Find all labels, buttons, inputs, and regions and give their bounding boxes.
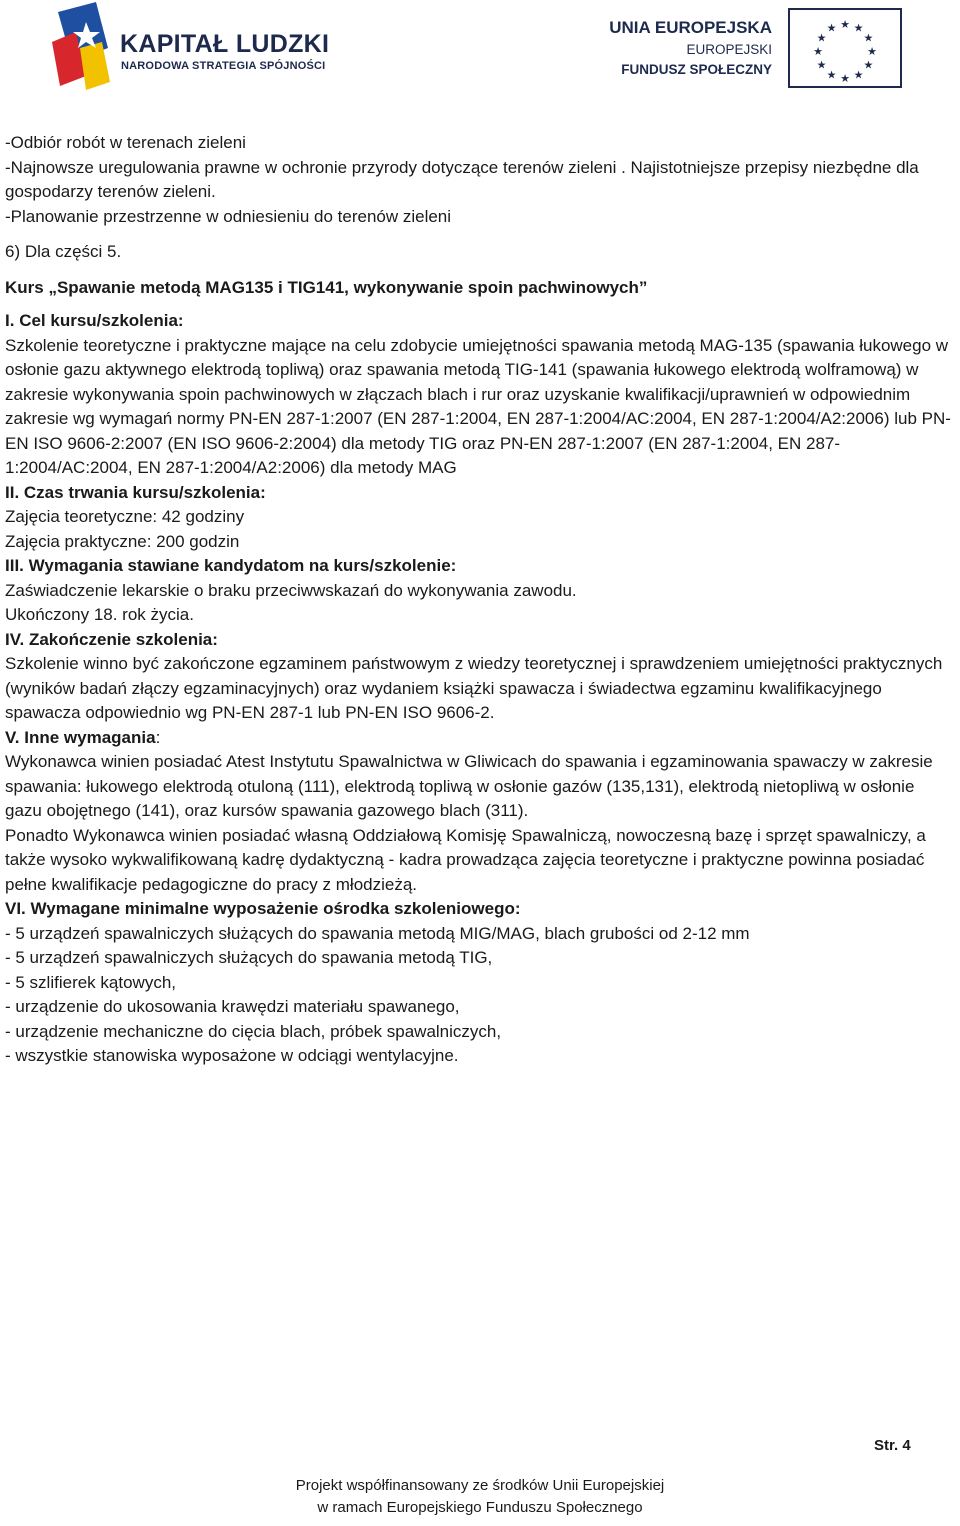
svg-text:★: ★: [863, 31, 874, 45]
section-heading: [5, 897, 955, 922]
document-body: [5, 131, 955, 1069]
eu-logo-line1: UNIA EUROPEJSKA: [609, 18, 772, 37]
section-title: Wymagane minimalne wyposażenie ośrodka szkoleniowego:: [30, 899, 521, 918]
kapital-ludzki-emblem-icon: [50, 2, 114, 92]
svg-text:★: ★: [813, 45, 823, 58]
list-item: - 5 urządzeń spawalniczych służących do spawania metodą MIG/MAG, blach grubości od 2-12 mm: [5, 923, 750, 943]
section-text: Szkolenie teoretyczne i praktyczne mające na celu zdobycie umiejętności spawania metodą MAG-135 (spawania łukowego w osłonie gazu aktywnego elektrodą topliwą) oraz spawania metodą TIG-141 (spawania łukowego elektrodą wolframową) w zakresie wykonywania spoin pachwinowych w złączach blach i rur oraz uzyskanie kwalifikacji/uprawnień w odpowiednim zakresie wg wymagań normy PN-EN 287-1:2007 (EN 287-1:2004, EN 287-1:2004/AC:2004, EN 287-1:2004/A2:2006) lub PN-EN ISO 9606-2:2007 (EN ISO 9606-2:2004) dla metody TIG oraz PN-EN 287-1:2007 (EN 287-1:2004, EN 287-1:2004/AC:2004, EN 287-1:2004/A2:2006) dla metody MAG: [5, 335, 951, 477]
eu-logo-line3: FUNDUSZ SPOŁECZNY: [621, 62, 772, 77]
svg-text:★: ★: [867, 45, 877, 58]
eu-flag-icon: [788, 8, 902, 88]
list-item: - urządzenie do ukosowania krawędzi materiału spawanego,: [5, 997, 460, 1016]
list-item: - 5 urządzeń spawalniczych służących do spawania metodą TIG,: [5, 948, 493, 967]
section-number: IV.: [5, 629, 25, 649]
section-text: Szkolenie winno być zakończone egzaminem państwowym z wiedzy teoretycznej i sprawdzeniem umiejętności praktycznych (wyników badań złączy egzaminacyjnych) oraz wydaniem książki spawacza i świadectwa egzaminu kwalifikacyjnego spawacza odpowiednio wg PN-EN 287-1 lub PN-EN ISO 9606-2.: [5, 654, 943, 722]
text-line: -Odbiór robót w terenach zieleni: [5, 133, 246, 152]
page-header: [0, 0, 960, 100]
svg-text:★: ★: [826, 21, 837, 35]
list-item: - 5 szlifierek kątowych,: [5, 972, 176, 992]
section-number: VI.: [5, 899, 26, 918]
section-title: Inne wymagania: [24, 727, 156, 747]
list-item: - wszystkie stanowiska wyposażone w odciągi wentylacyjne.: [5, 1046, 459, 1065]
part-heading: 6) Dla części 5.: [5, 242, 122, 261]
section-number: I.: [5, 311, 15, 330]
section-text: Zajęcia teoretyczne: 42 godziny: [5, 507, 245, 526]
kapital-ludzki-title: KAPITAŁ LUDZKI: [120, 30, 330, 58]
page-footer: [0, 1475, 960, 1519]
eu-logo: [609, 8, 902, 90]
section-heading: [5, 481, 955, 506]
section-heading: [5, 309, 955, 334]
section-colon: :: [155, 727, 161, 747]
section-text: Wykonawca winien posiadać Atest Instytutu Spawalnictwa w Gliwicach do spawania i egzaminowania spawaczy w zakresie spawania: łukowego elektrodą otuloną (111), elektrodą topliwą w osłonie gazów (135,131), elektrodą nietopliwą w osłonie gazu obojętnego (141), oraz kursów spawania gazowego blach (311).: [5, 752, 933, 820]
section-heading: [5, 628, 955, 653]
svg-text:★: ★: [840, 18, 850, 31]
svg-text:★: ★: [816, 58, 827, 72]
kapital-ludzki-subtitle: NARODOWA STRATEGIA SPÓJNOŚCI: [121, 60, 326, 72]
section-number: II.: [5, 482, 20, 502]
footer-line2: w ramach Europejskiego Funduszu Społecznego: [317, 1499, 643, 1516]
section-number: V.: [5, 727, 20, 747]
section-title: Zakończenie szkolenia:: [28, 629, 218, 649]
section-heading: [5, 726, 955, 751]
section-title: Czas trwania kursu/szkolenia:: [23, 482, 266, 502]
page-number: Str. 4: [874, 1437, 911, 1454]
section-text: Ponadto Wykonawca winien posiadać własną Oddziałową Komisję Spawalniczą, nowoczesną bazę i sprzęt spawalniczy, a także wysoko wykwalifikowaną kadrę dydaktyczną - kadra prowadząca zajęcia teoretyczne i praktyczne powinna posiadać pełne kwalifikacje pedagogiczne do pracy z młodzieżą.: [5, 825, 926, 894]
svg-text:★: ★: [863, 58, 874, 72]
course-title: Kurs „Spawanie metodą MAG135 i TIG141, wykonywanie spoin pachwinowych”: [5, 277, 648, 297]
text-line: -Planowanie przestrzenne w odniesieniu do terenów zieleni: [5, 206, 452, 226]
section-text: Ukończony 18. rok życia.: [5, 605, 194, 624]
svg-text:★: ★: [853, 21, 864, 35]
section-number: III.: [5, 556, 24, 575]
section-heading: [5, 554, 955, 579]
section-text: Zaświadczenie lekarskie o braku przeciwwskazań do wykonywania zawodu.: [5, 580, 577, 600]
list-item: - urządzenie mechaniczne do cięcia blach, próbek spawalniczych,: [5, 1021, 502, 1041]
section-title: Cel kursu/szkolenia:: [19, 311, 184, 330]
text-line: -Najnowsze uregulowania prawne w ochronie przyrody dotyczące terenów zieleni . Najistotniejsze przepisy niezbędne dla gospodarzy terenów zieleni.: [5, 157, 919, 201]
section-text: Zajęcia praktyczne: 200 godzin: [5, 531, 240, 551]
svg-text:★: ★: [816, 31, 827, 45]
eu-logo-line2: EUROPEJSKI: [686, 42, 772, 57]
svg-text:★: ★: [853, 68, 864, 82]
footer-line1: Projekt współfinansowany ze środków Unii Europejskiej: [295, 1477, 665, 1494]
svg-text:★: ★: [826, 68, 837, 82]
section-title: Wymagania stawiane kandydatom na kurs/szkolenie:: [28, 556, 457, 575]
svg-text:★: ★: [840, 72, 850, 85]
kapital-ludzki-logo: [50, 2, 380, 92]
